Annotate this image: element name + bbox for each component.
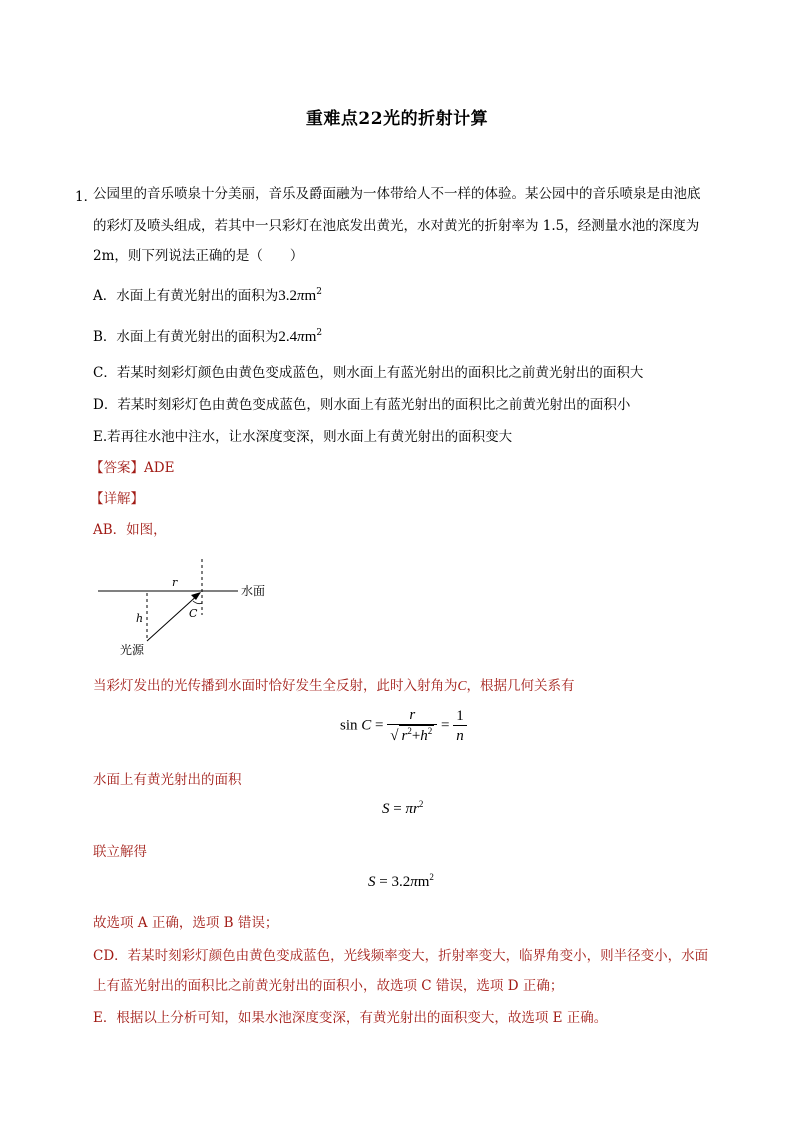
solution-line-4: 故选项 A 正确，选项 B 错误；	[93, 915, 279, 931]
solution-line-1: 当彩灯发出的光传播到水面时恰好发生全反射，此时入射角为C，根据几何关系有	[93, 678, 575, 694]
question-stem-line-1: 公园里的音乐喷泉十分美丽，音乐及爵面融为一体带给人不一样的体验。某公园中的音乐喷泉是由池底	[93, 186, 701, 202]
equation-result: $S = 3.2\pi m^2$	[368, 872, 434, 890]
option-c: C．若某时刻彩灯颜色由黄色变成蓝色，则水面上有蓝光射出的面积比之前黄光射出的面积大	[93, 365, 644, 381]
label-water-surface: 水面	[241, 584, 266, 598]
refraction-figure	[90, 555, 280, 660]
solution-e-line: E．根据以上分析可知，如果水池深度变深，有黄光射出的面积变大，故选项 E 正确。	[93, 1010, 608, 1026]
question-stem-line-3: 2m，则下列说法正确的是（ ）	[93, 248, 304, 264]
solution-cd-line-1: CD．若某时刻彩灯颜色由黄色变成蓝色，光线频率变大，折射率变大，临界角变小，则半径变小，水面	[93, 948, 709, 964]
option-b: B．水面上有黄光射出的面积为$2.4\pi m^2$	[93, 328, 323, 345]
solution-ab-intro: AB．如图，	[93, 522, 167, 538]
page-title: 重难点22光的折射计算	[305, 109, 489, 129]
ray-arrowhead	[191, 592, 201, 600]
solution-cd-line-2: 上有蓝光射出的面积比之前黄光射出的面积小，故选项 C 错误，选项 D 正确；	[93, 978, 564, 994]
option-a: A．水面上有黄光射出的面积为$3.2\pi m^2$	[93, 287, 322, 304]
question-stem-line-2: 的彩灯及喷头组成，若其中一只彩灯在池底发出黄光，水对黄光的折射率为 1.5，经测量水池的深度为	[93, 218, 700, 234]
label-r: r	[172, 576, 178, 589]
option-e: E.若再往水池中注水，让水深度变深，则水面上有黄光射出的面积变大	[93, 429, 513, 445]
answer-line: 【答案】ADE	[90, 460, 175, 476]
equation-area: $S = \pi r^2$	[382, 799, 424, 817]
solution-line-3: 联立解得	[93, 844, 147, 860]
label-light-source: 光源	[120, 643, 145, 657]
label-c: C	[189, 607, 198, 620]
detail-label: 【详解】	[90, 491, 144, 507]
solution-line-2: 水面上有黄光射出的面积	[93, 772, 242, 788]
label-h: h	[136, 612, 144, 625]
angle-arc	[193, 601, 202, 604]
fraction-r-over-sqrt: $\frac{r}{√ r^2+h^2}$	[387, 706, 437, 746]
equation-sin-c: sin C = $\frac{r}{√ r^2+h^2}$ = $\frac{1}{n}$	[340, 706, 467, 746]
fraction-1-over-n: $\frac{1}{n}$	[453, 707, 467, 746]
question-number: 1．	[75, 189, 98, 205]
option-d: D．若某时刻彩灯色由黄色变成蓝色，则水面上有蓝光射出的面积比之前黄光射出的面积小	[93, 397, 631, 413]
